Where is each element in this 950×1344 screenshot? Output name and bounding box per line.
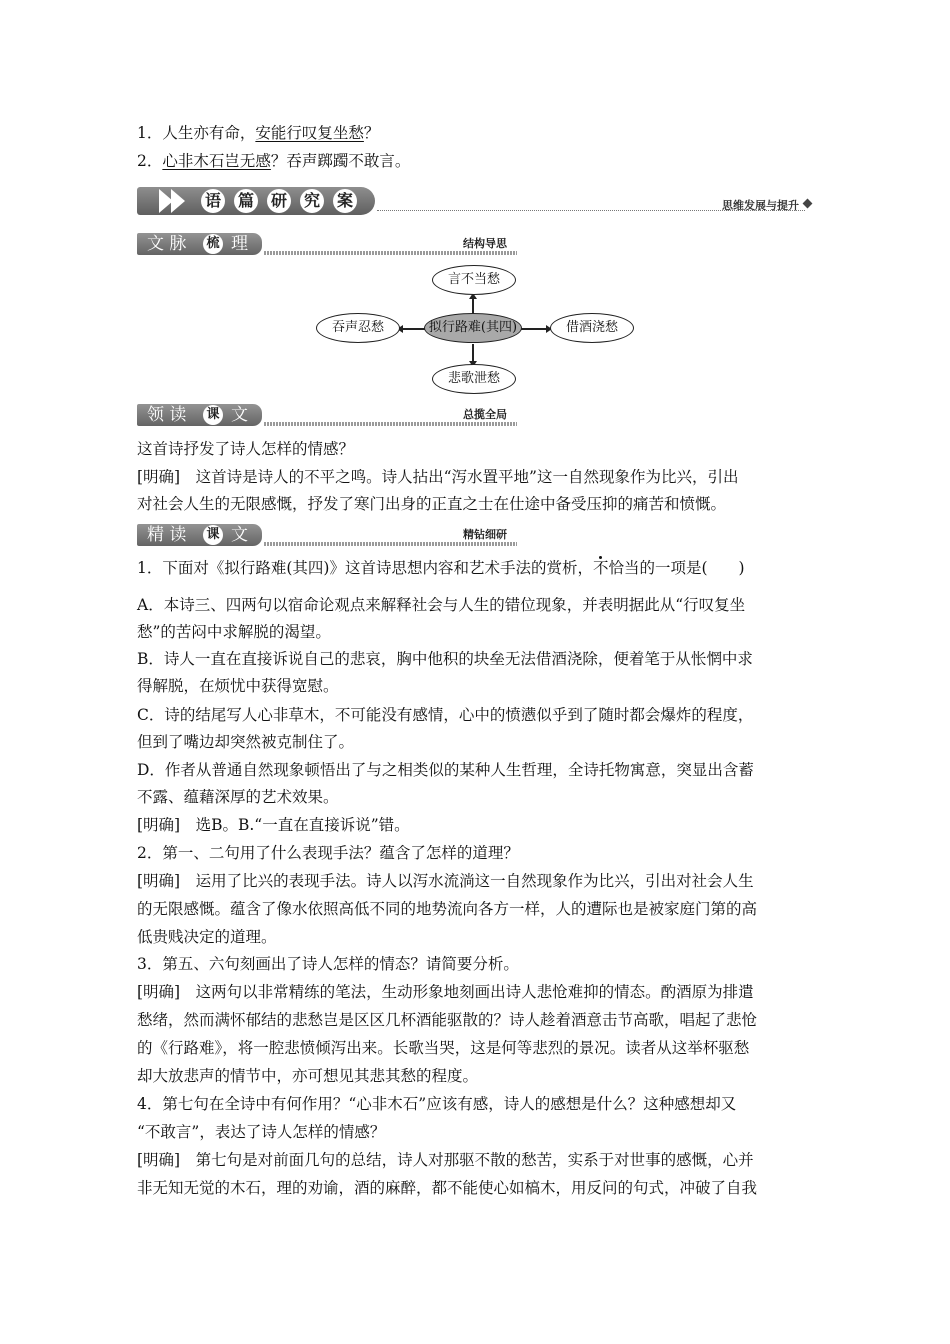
section-title-post: 理	[231, 234, 248, 254]
section-title-circle: 课	[203, 525, 223, 545]
question-1-pre: 1．下面对《拟行路难(其四)》这首诗思想内容和艺术手法的赏析，	[137, 559, 593, 577]
answer-1: [明确] 选B。B.“一直在直接诉说”错。	[137, 816, 410, 834]
section-header-rule	[264, 542, 517, 546]
connector-left	[400, 328, 426, 330]
answer-3-line: 愁绪，然而满怀郁结的悲愁岂是区区几杯酒能驱散的？诗人趁着酒意击节高歌，唱起了悲怆	[137, 1011, 758, 1029]
section-right-label: 结构导思	[463, 237, 507, 250]
question-1-post: 恰当的一项是( )	[608, 559, 745, 577]
answer-3-line: 的《行路难》，将一腔悲愤倾泻出来。长歌当哭，这是何等悲烈的景况。读者从这举杯驱愁	[137, 1039, 750, 1057]
question-3: 3．第五、六句刻画出了诗人怎样的情态？请简要分析。	[137, 955, 519, 973]
section-right-label: 精钻细研	[463, 528, 507, 541]
option-a-line: 愁”的苦闷中求解脱的渴望。	[137, 623, 331, 641]
answer-3-line: [明确] 这两句以非常精练的笔法，生动形象地刻画出诗人悲怆难抑的情态。酌酒原为排遣	[137, 983, 754, 1001]
intro-line-2-suffix: ？吞声踯躅不敢言。	[270, 152, 411, 170]
intro-line-1-prefix: 1．人生亦有命，	[137, 124, 256, 142]
answer-4-line: [明确] 第七句是对前面几句的总结，诗人对那驱不散的愁苦，实系于对世事的感慨，心并	[137, 1151, 754, 1169]
section-header-jingdu	[137, 524, 517, 548]
question-4-line: 4．第七句在全诗中有何作用？“心非木石”应该有感，诗人的感想是什么？这种感想却又	[137, 1095, 737, 1113]
diagram-center-node: 拟行路难(其四)	[424, 313, 522, 343]
lingdu-question: 这首诗抒发了诗人怎样的情感？	[137, 440, 355, 458]
diagram-left-node: 吞声忍愁	[316, 313, 400, 343]
banner-title-char: 篇	[234, 189, 258, 213]
option-c-line: C．诗的结尾写人心非草木，不可能没有感情，心中的愤懑似乎到了随时都会爆炸的程度，	[137, 706, 754, 724]
answer-2-line: [明确] 运用了比兴的表现手法。诗人以泻水流淌这一自然现象作为比兴，引出对社会人生	[137, 872, 754, 890]
section-banner	[137, 187, 813, 217]
question-4-line: “不敢言”，表达了诗人怎样的情感？	[137, 1123, 386, 1141]
option-b-line: B．诗人一直在直接诉说自己的悲哀，胸中他积的块垒无法借酒浇除，便着笔于从怅惘中求	[137, 650, 753, 668]
option-c-line: 但到了嘴边却突然被克制住了。	[137, 733, 355, 751]
chevron-icon	[171, 189, 185, 213]
intro-line-1	[137, 123, 379, 143]
section-title-pre: 精 读	[147, 525, 187, 545]
section-title-post: 文	[231, 405, 248, 425]
intro-line-2-prefix: 2．	[137, 152, 163, 170]
intro-line-2	[137, 151, 410, 171]
answer-3-line: 却大放悲声的情节中，亦可想见其悲其愁的程度。	[137, 1067, 479, 1085]
section-header-wenmai	[137, 233, 517, 257]
banner-right-label: 思维发展与提升	[722, 199, 799, 212]
section-title-pre: 文 脉	[147, 234, 187, 254]
option-d-line: 不露、蕴藉深厚的艺术效果。	[137, 788, 339, 806]
option-b-line: 得解脱，在烦忧中获得宽慰。	[137, 677, 339, 695]
diagram-bottom-node: 悲歌泄愁	[432, 364, 516, 394]
section-header-rule	[264, 251, 517, 255]
intro-line-1-underlined: 安能行叹复坐愁	[255, 124, 364, 142]
option-a-line: A．本诗三、四两句以宿命论观点来解释社会与人生的错位现象，并表明据此从“行叹复坐	[137, 596, 746, 614]
question-1	[137, 558, 745, 578]
banner-title-char: 案	[333, 189, 357, 213]
banner-title-char: 语	[201, 189, 225, 213]
answer-2-line: 的无限感慨。蕴含了像水依照高低不同的地势流向各方一样，人的遭际也是被家庭门第的高	[137, 900, 758, 918]
diamond-icon	[803, 199, 813, 209]
section-title-post: 文	[231, 525, 248, 545]
section-title-circle: 梳	[203, 234, 223, 254]
diagram-top-node: 言不当愁	[432, 265, 516, 295]
intro-line-1-suffix: ？	[363, 124, 380, 142]
answer-2-line: 低贵贱决定的道理。	[137, 928, 277, 946]
lingdu-answer-line: [明确] 这首诗是诗人的不平之鸣。诗人拈出“泻水置平地”这一自然现象作为比兴，引出	[137, 468, 739, 486]
answer-4-line: 非无知无觉的木石，理的劝谕，酒的麻醉，都不能使心如槁木，用反问的句式，冲破了自我	[137, 1179, 758, 1197]
question-2: 2．第一、二句用了什么表现手法？蕴含了怎样的道理？	[137, 844, 519, 862]
diagram-right-node: 借酒浇愁	[550, 313, 634, 343]
section-title-pre: 领 读	[147, 405, 187, 425]
connector-up	[472, 297, 474, 314]
banner-title-char: 研	[267, 189, 291, 213]
banner-title-char: 究	[300, 189, 324, 213]
lingdu-answer-line: 对社会人生的无限感慨，抒发了寒门出身的正直之士在仕途中备受压抑的痛苦和愤慨。	[137, 495, 727, 513]
section-header-rule	[264, 422, 517, 426]
intro-line-2-underlined: 心非木石岂无感	[162, 152, 271, 170]
section-title-circle: 课	[203, 405, 223, 425]
option-d-line: D．作者从普通自然现象顿悟出了与之相类似的某种人生哲理，全诗托物寓意，突显出含蓄	[137, 761, 754, 779]
section-right-label: 总揽全局	[463, 408, 507, 421]
question-1-emphasis: 不	[592, 559, 609, 577]
section-header-lingdu	[137, 404, 517, 428]
